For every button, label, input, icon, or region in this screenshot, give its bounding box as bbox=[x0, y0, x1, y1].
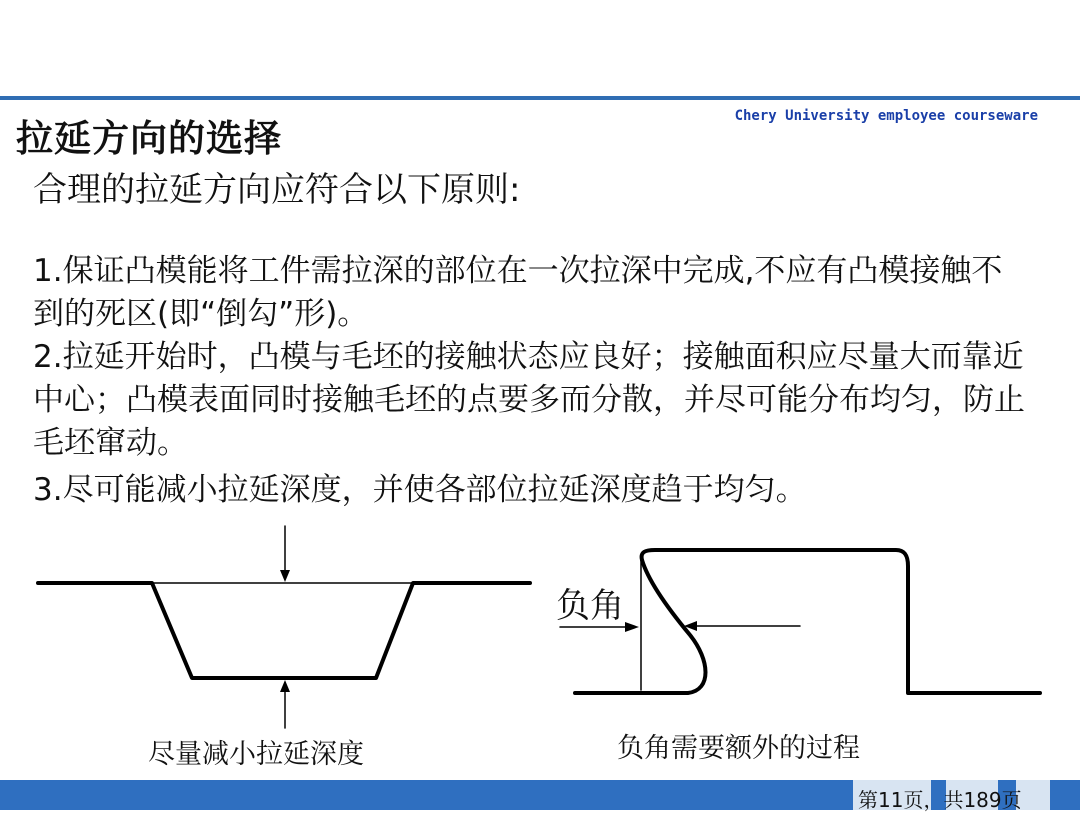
slide-subtitle: 合理的拉延方向应符合以下原则: bbox=[33, 170, 521, 210]
negative-angle-label: 负角 bbox=[556, 586, 624, 626]
page-indicator: 第11页，共189页 bbox=[858, 788, 1022, 812]
principles-list bbox=[33, 250, 1033, 512]
die-profile-line bbox=[38, 583, 530, 678]
principle-3: 3.尽可能减小拉延深度，并使各部位拉延深度趋于均匀。 bbox=[33, 472, 807, 508]
principle-1: 1.保证凸模能将工件需拉深的部位在一次拉深中完成,不应有凸模接触不到的死区(即“倒勾”形)。 bbox=[33, 253, 1003, 332]
brand-text: Chery University employee courseware bbox=[734, 108, 1038, 124]
left-arrow-head bbox=[625, 622, 639, 632]
top-arrow-head bbox=[280, 570, 290, 582]
draw-depth-figure bbox=[38, 526, 530, 728]
top-rule bbox=[0, 96, 1080, 100]
negative-angle-figure bbox=[560, 550, 1040, 693]
negative-angle-profile bbox=[575, 550, 1040, 693]
principle-2: 2.拉延开始时，凸模与毛坯的接触状态应良好；接触面积应尽量大而靠近中心；凸模表面同时接触毛坯的点要多而分散，并尽可能分布均匀，防止毛坯窜动。 bbox=[33, 339, 1025, 461]
bottom-arrow-head bbox=[280, 680, 290, 692]
slide-title: 拉延方向的选择 bbox=[16, 117, 282, 160]
left-figure-caption: 尽量减小拉延深度 bbox=[148, 739, 364, 770]
right-figure-caption: 负角需要额外的过程 bbox=[617, 733, 860, 764]
